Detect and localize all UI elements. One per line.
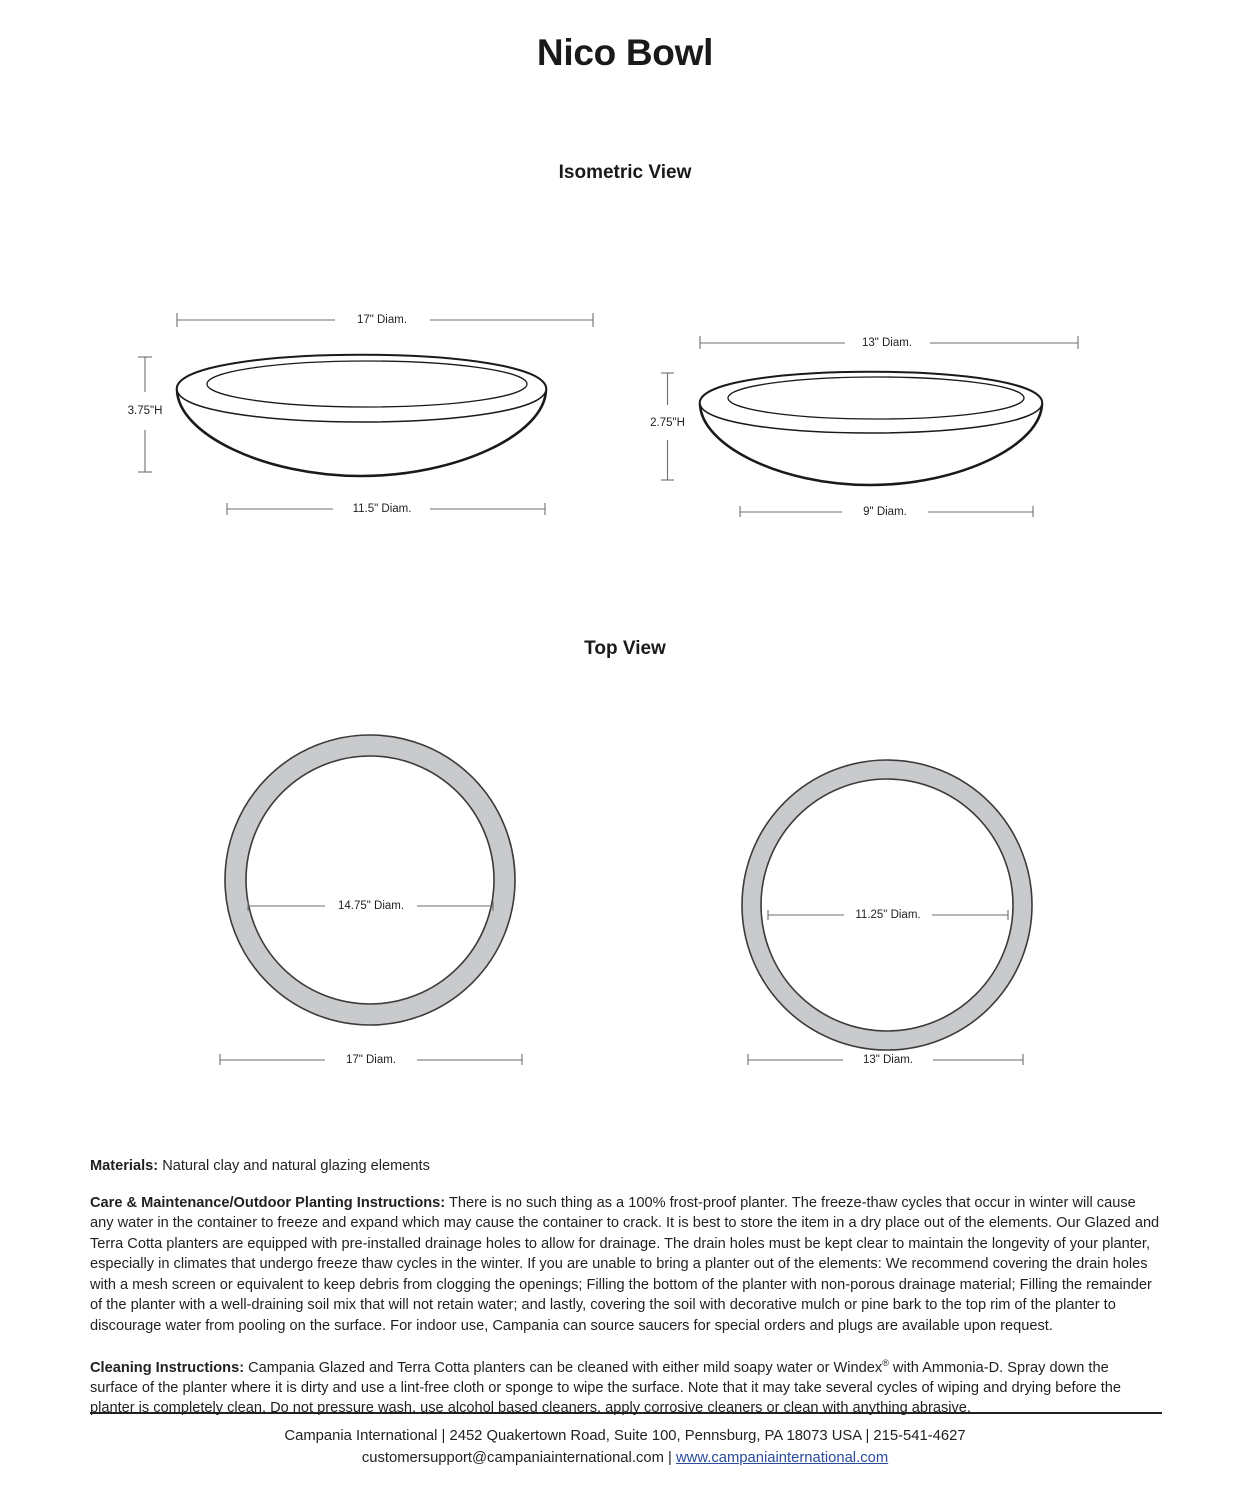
footer-email: customersupport@campaniainternational.com | xyxy=(361,1450,676,1466)
footer-company-address: Campania International | 2452 Quakertown Road, Suite 100, Pennsburg, PA 18073 USA | 215-541-4627 xyxy=(284,1428,966,1444)
dimension-label-inner-large: 14.75" Diam. xyxy=(337,900,405,913)
isometric-drawing-small xyxy=(630,325,1100,530)
dimension-outer-small xyxy=(748,1054,1023,1066)
ring-illustration-small xyxy=(742,760,1032,1050)
footer-divider xyxy=(90,1412,1162,1414)
care-label: Care & Maintenance/Outdoor Planting Instructions: xyxy=(90,1194,446,1211)
dimension-label-top-small: 13" Diam. xyxy=(861,337,913,350)
dimension-top-small xyxy=(700,336,1078,349)
care-maintenance-paragraph xyxy=(90,1193,1160,1337)
dimension-label-bottom-large: 11.5" Diam. xyxy=(352,503,412,516)
dimension-label-outer-small: 13" Diam. xyxy=(862,1054,914,1067)
footer-website-link[interactable]: www.campaniainternational.com xyxy=(675,1450,889,1466)
cleaning-label: Cleaning Instructions: xyxy=(90,1359,245,1376)
materials-text: Natural clay and natural glazing elements xyxy=(158,1157,430,1174)
cleaning-instructions-paragraph xyxy=(90,1353,1160,1419)
dimension-height-small xyxy=(650,373,685,480)
dimension-label-height-large: 3.75"H xyxy=(127,405,163,418)
dimension-label-top-large: 17" Diam. xyxy=(356,314,408,327)
isometric-view-heading: Isometric View xyxy=(558,162,692,183)
topview-drawing-small xyxy=(740,750,1080,1085)
cleaning-text-part2: with Ammonia-D. Spray down the surface of the planter where it is dirty and use a lint-free cloth or sponge to wipe the surface. Note that it may take several cycles of wiping and drying before the planter is completely clean. Do not pressure wash, use alcohol based cleaners, apply corrosive cleaners or clean with anything abrasive. xyxy=(90,1359,1122,1417)
dimension-label-outer-large: 17" Diam. xyxy=(345,1054,397,1067)
bowl-illustration-small xyxy=(700,372,1042,485)
ring-illustration-large xyxy=(225,735,515,1025)
footer-contact-line xyxy=(0,1447,1250,1469)
isometric-drawing-large xyxy=(105,300,615,530)
dimension-outer-large xyxy=(220,1054,522,1066)
page-title: Nico Bowl xyxy=(536,32,714,73)
cleaning-text-part1: Campania Glazed and Terra Cotta planters can be cleaned with either mild soapy water or Windex xyxy=(244,1359,883,1376)
bowl-illustration-large xyxy=(177,355,546,476)
dimension-label-bottom-small: 9" Diam. xyxy=(863,506,907,519)
materials-paragraph xyxy=(90,1156,1160,1177)
registered-trademark-symbol: ® xyxy=(882,1357,889,1368)
dimension-label-height-small: 2.75"H xyxy=(650,417,685,430)
topview-drawing-large xyxy=(225,725,565,1085)
materials-label: Materials: xyxy=(90,1157,159,1174)
dimension-bottom-small xyxy=(740,506,1033,518)
dimension-height-large xyxy=(128,357,163,472)
care-text: There is no such thing as a 100% frost-proof planter. The freeze-thaw cycles that occur in winter will cause any water in the container to freeze and expand which may cause the container to crack. It is best to store the item in a dry place out of the elements. Our Glazed and Terra Cotta planters are equipped with pre-installed drainage holes to allow for drainage. The drain holes must be kept clear to maintain the longevity of your planter, especially in climates that undergo freeze thaw cycles in the winter. If you are unable to bring a planter out of the elements: We recommend covering the drain holes with a mesh screen or equivalent to keep debris from clogging the openings; Filling the bottom of the planter with non-porous drainage material; Filling the remainder of the planter with a well-draining soil mix that will not retain water; and lastly, covering the soil with decorative mulch or pine bark to the top rim of the planter to discourage water from pooling on the surface. For indoor use, Campania can source saucers for special orders and plugs are available upon request. xyxy=(90,1194,1160,1334)
dimension-top-large xyxy=(177,313,593,327)
dimension-label-inner-small: 11.25" Diam. xyxy=(855,909,921,922)
top-view-heading: Top View xyxy=(584,638,666,659)
dimension-bottom-large xyxy=(227,503,545,515)
